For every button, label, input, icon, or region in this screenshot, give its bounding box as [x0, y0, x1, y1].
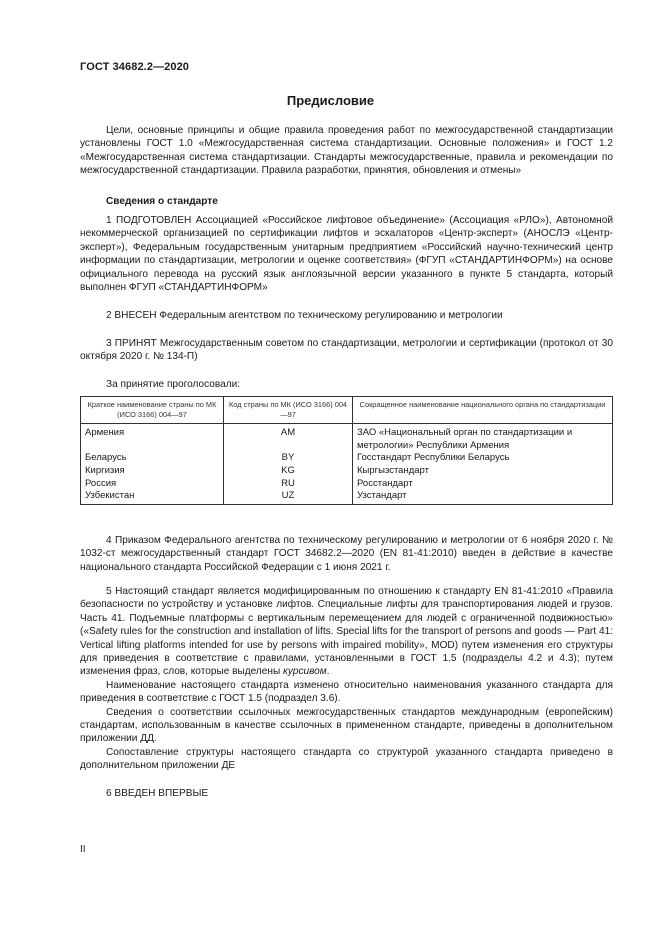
vote-table	[80, 396, 613, 505]
country-code: RU	[224, 478, 353, 491]
preface-intro-block	[80, 124, 613, 178]
standard-info-heading: Сведения о стандарте	[106, 196, 218, 207]
country-name: Беларусь	[81, 452, 224, 465]
item-6-block	[80, 787, 613, 800]
national-body: Кыргызстандарт	[353, 465, 613, 478]
header-national-body: Сокращенное наименование национального органа по стандартизации	[353, 397, 613, 424]
item-5-note-references: Сведения о соответствии ссылочных межгосударственных стандартов международным (европейским) стандартам, использованным в качестве ссылочных в примененном стандарте, приведены в дополнительном приложении ДД.	[80, 706, 613, 745]
item-2: 2 ВНЕСЕН Федеральным агентством по техническому регулированию и метрологии	[106, 310, 503, 321]
italic-text: курсивом	[283, 666, 327, 678]
vote-table-header-row	[81, 397, 613, 424]
item-5-note-structure: Сопоставление структуры настоящего стандарта со структурой указанного стандарта приведено в дополнительном приложении ДЕ	[80, 746, 613, 772]
country-code: BY	[224, 452, 353, 465]
country-code: AM	[224, 424, 353, 453]
country-code: UZ	[224, 490, 353, 504]
item-4: 4 Приказом Федерального агентства по техническому регулированию и метрологии от 6 ноября 2020 г. № 1032-ст межгосударственный стандарт ГОСТ 34682.2—2020 (EN 81-41:2010) введен в действие в качестве национального стандарта Российской Федерации с 1 июня 2021 г.	[80, 535, 613, 573]
item-1-block	[80, 214, 613, 294]
country-name: Армения	[81, 424, 224, 453]
header-country-name: Краткое наименование страны по МК (ИСО 3166) 004—97	[81, 397, 224, 424]
national-body: Госстандарт Республики Беларусь	[353, 452, 613, 465]
vote-caption: За принятие проголосовали:	[106, 379, 241, 390]
item-2-block	[80, 309, 613, 322]
item-6: 6 ВВЕДЕН ВПЕРВЫЕ	[106, 788, 209, 799]
national-body: Узстандарт	[353, 490, 613, 504]
table-row	[81, 452, 613, 465]
preface-intro: Цели, основные принципы и общие правила проведения работ по межгосударственной стандартизации установлены ГОСТ 1.0 «Межгосударственная система стандартизации. Основные положения» и ГОСТ 1.2 «Межгосударственная система стандартизации. Стандарты межгосударственные, правила и рекомендации по межгосударственной стандартизации. Правила разработки, принятия, обновления и отмены»	[80, 125, 613, 177]
country-name: Киргизия	[81, 465, 224, 478]
item-3-block	[80, 337, 613, 364]
national-body: ЗАО «Национальный орган по стандартизации и метрологии» Республики Армения	[353, 424, 613, 453]
header-country-code: Код страны по МК (ИСО 3166) 004—97	[224, 397, 353, 424]
table-row	[81, 465, 613, 478]
document-code: ГОСТ 34682.2—2020	[80, 61, 190, 73]
item-5-block	[80, 585, 613, 773]
item-5: 5 Настоящий стандарт является модифицированным по отношению к стандарту EN 81-41:2010 «Правила безопасности по устройству и установке лифтов. Специальные лифты для транспортирования людей и грузов. Часть 41. Подъемные платформы с вертикальным перемещением для людей с ограниченной подвижностью» («Safety rules for the construction and installation of lifts. Special lifts for the transport of persons and goods — Part 41: Vertical lifting platforms intended for use by persons with impaired mobility», MOD) путем изменения его структуры для приведения в соответствие с правилами, установленными в ГОСТ 1.5 (подразделы 4.2 и 4.3); путем изменения фраз, слов, которые выделены курсивом.	[80, 586, 613, 678]
national-body: Росстандарт	[353, 478, 613, 491]
table-row	[81, 478, 613, 491]
table-row	[81, 424, 613, 453]
item-5-note-title: Наименование настоящего стандарта изменено относительно наименования указанного стандарта для приведения в соответствие с ГОСТ 1.5 (подраздел 3.6).	[80, 679, 613, 705]
item-1: 1 ПОДГОТОВЛЕН Ассоциацией «Российское лифтовое объединение» (Ассоциация «РЛО»), Автономной некоммерческой организацией по сертификации лифтов и эскалаторов «Центр-эксперт» (АНОСЛЭ «Центр-эксперт»), Федеральным государственным унитарным предприятием «Российский научно-технический центр информации по стандартизации, метрологии и оценке соответствия» (ФГУП «СТАНДАРТИНФОРМ») на основе официального перевода на русский язык англоязычной версии указанного в пункте 5 стандарта, который выполнен ФГУП «СТАНДАРТИНФОРМ»	[80, 215, 613, 294]
item-3: 3 ПРИНЯТ Межгосударственным советом по стандартизации, метрологии и сертификации (протокол от 30 октября 2020 г. № 134-П)	[80, 338, 613, 363]
country-code: KG	[224, 465, 353, 478]
country-name: Россия	[81, 478, 224, 491]
table-row	[81, 490, 613, 504]
preface-title: Предисловие	[286, 93, 375, 108]
country-name: Узбекистан	[81, 490, 224, 504]
page-number: II	[80, 844, 86, 855]
item-4-block	[80, 534, 613, 574]
